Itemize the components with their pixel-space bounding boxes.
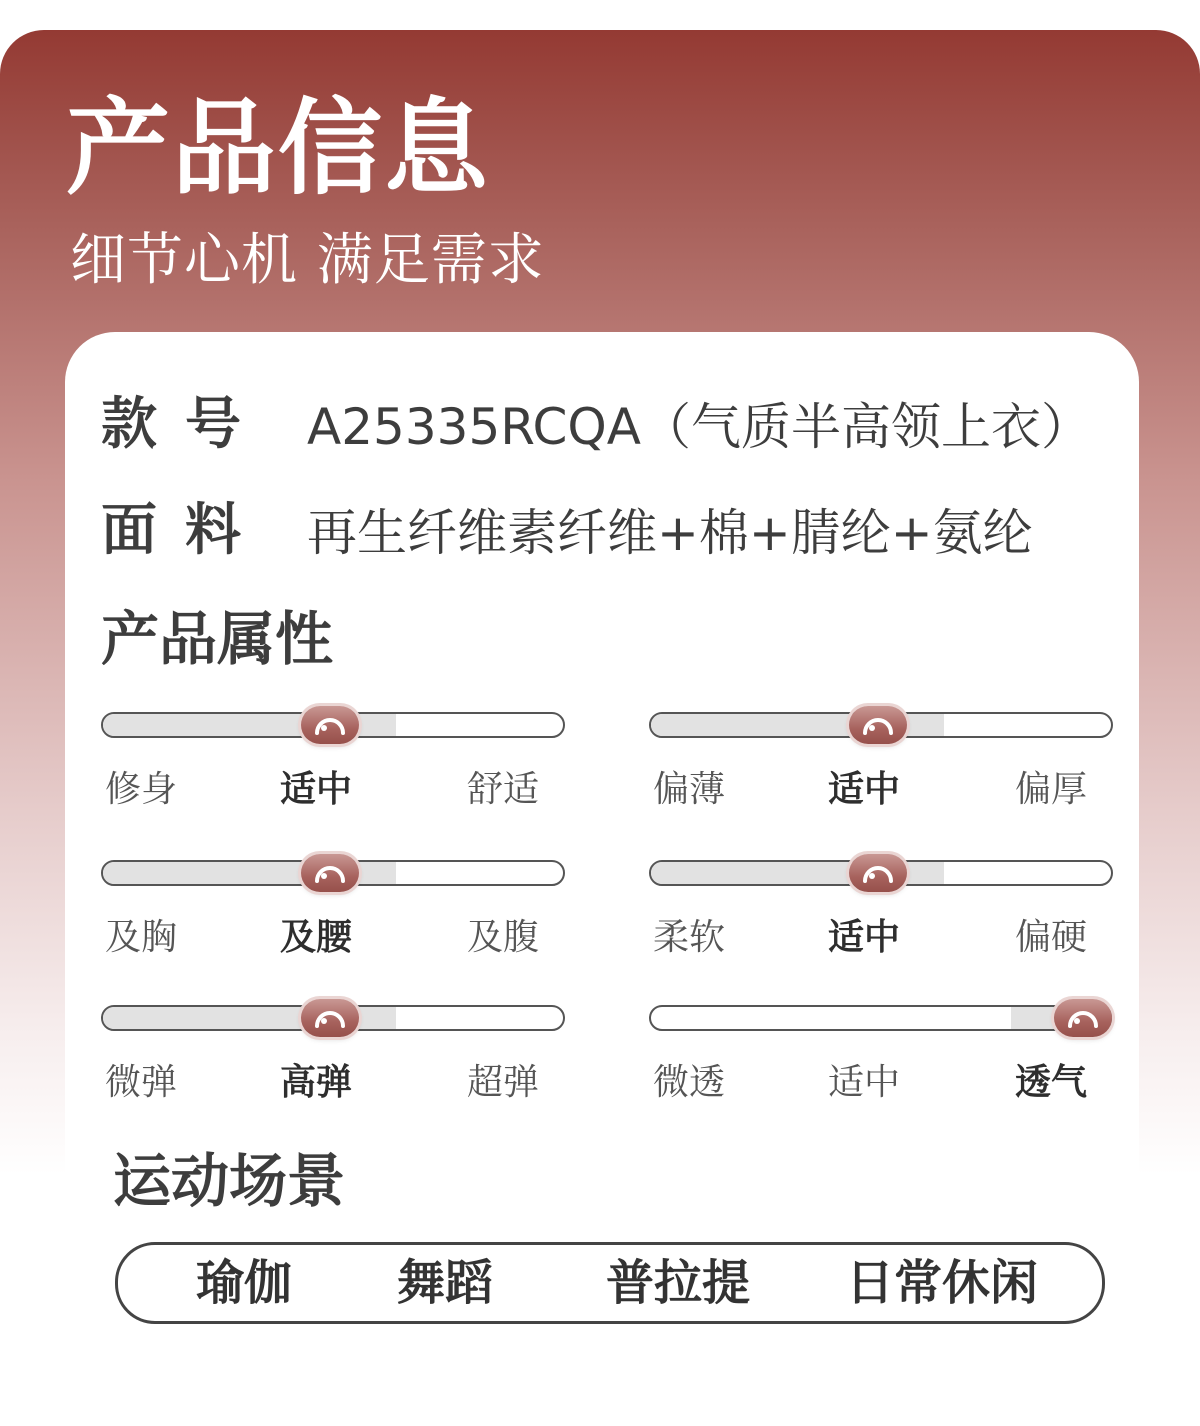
slider-knob: [849, 706, 907, 744]
page-title: 产品信息: [66, 87, 491, 209]
slider-option-label: 微弹: [104, 1062, 177, 1103]
arc-icon: [312, 1006, 348, 1030]
attribute-slider-elasticity: [101, 999, 565, 1109]
scenes-title: 运动场景: [113, 1147, 346, 1215]
page-subtitle: 细节心机 满足需求: [70, 228, 545, 293]
scene-dance: 舞蹈: [397, 1255, 494, 1311]
slider-option-label: 舒适: [466, 769, 539, 810]
scenes-bar: [115, 1242, 1105, 1324]
fabric-label: 面料: [101, 498, 269, 563]
slider-knob: [301, 999, 359, 1037]
slider-option-label: 超弹: [466, 1062, 539, 1103]
attributes-title: 产品属性: [101, 605, 334, 673]
arc-icon: [312, 713, 348, 737]
scene-yoga: 瑜伽: [196, 1255, 293, 1311]
style-number-value: A25335RCQA（气质半高领上衣）: [307, 398, 1091, 456]
slider-option-label: 适中: [827, 917, 900, 958]
attribute-slider-breathability: [649, 999, 1113, 1109]
arc-icon: [860, 713, 896, 737]
product-info-card: [65, 332, 1139, 1382]
attribute-slider-softness: [649, 854, 1113, 964]
slider-knob: [849, 854, 907, 892]
arc-icon: [312, 861, 348, 885]
attribute-slider-length: [101, 854, 565, 964]
slider-option-label: 适中: [827, 1062, 900, 1103]
attribute-slider-thickness: [649, 706, 1113, 816]
slider-option-label: 透气: [1014, 1062, 1087, 1103]
slider-knob: [301, 854, 359, 892]
arc-icon: [860, 861, 896, 885]
slider-option-label: 高弹: [279, 1062, 352, 1103]
slider-option-label: 及腹: [466, 917, 539, 958]
slider-option-label: 及胸: [104, 917, 177, 958]
slider-option-label: 及腰: [279, 917, 352, 958]
slider-knob: [301, 706, 359, 744]
slider-option-label: 偏厚: [1014, 769, 1087, 810]
slider-option-label: 偏薄: [652, 769, 725, 810]
style-number-label: 款号: [101, 392, 269, 457]
attribute-slider-fit: [101, 706, 565, 816]
scene-pilates: 普拉提: [606, 1255, 751, 1311]
slider-option-label: 适中: [827, 769, 900, 810]
slider-option-label: 修身: [104, 769, 177, 810]
fabric-value: 再生纤维素纤维+棉+腈纶+氨纶: [307, 504, 1033, 562]
slider-option-label: 柔软: [652, 917, 725, 958]
slider-knob: [1054, 999, 1112, 1037]
slider-option-label: 偏硬: [1014, 917, 1087, 958]
slider-track: [649, 1005, 1113, 1031]
arc-icon: [1065, 1006, 1101, 1030]
slider-option-label: 适中: [279, 769, 352, 810]
scene-daily-leisure: 日常休闲: [846, 1255, 1039, 1311]
slider-option-label: 微透: [652, 1062, 725, 1103]
